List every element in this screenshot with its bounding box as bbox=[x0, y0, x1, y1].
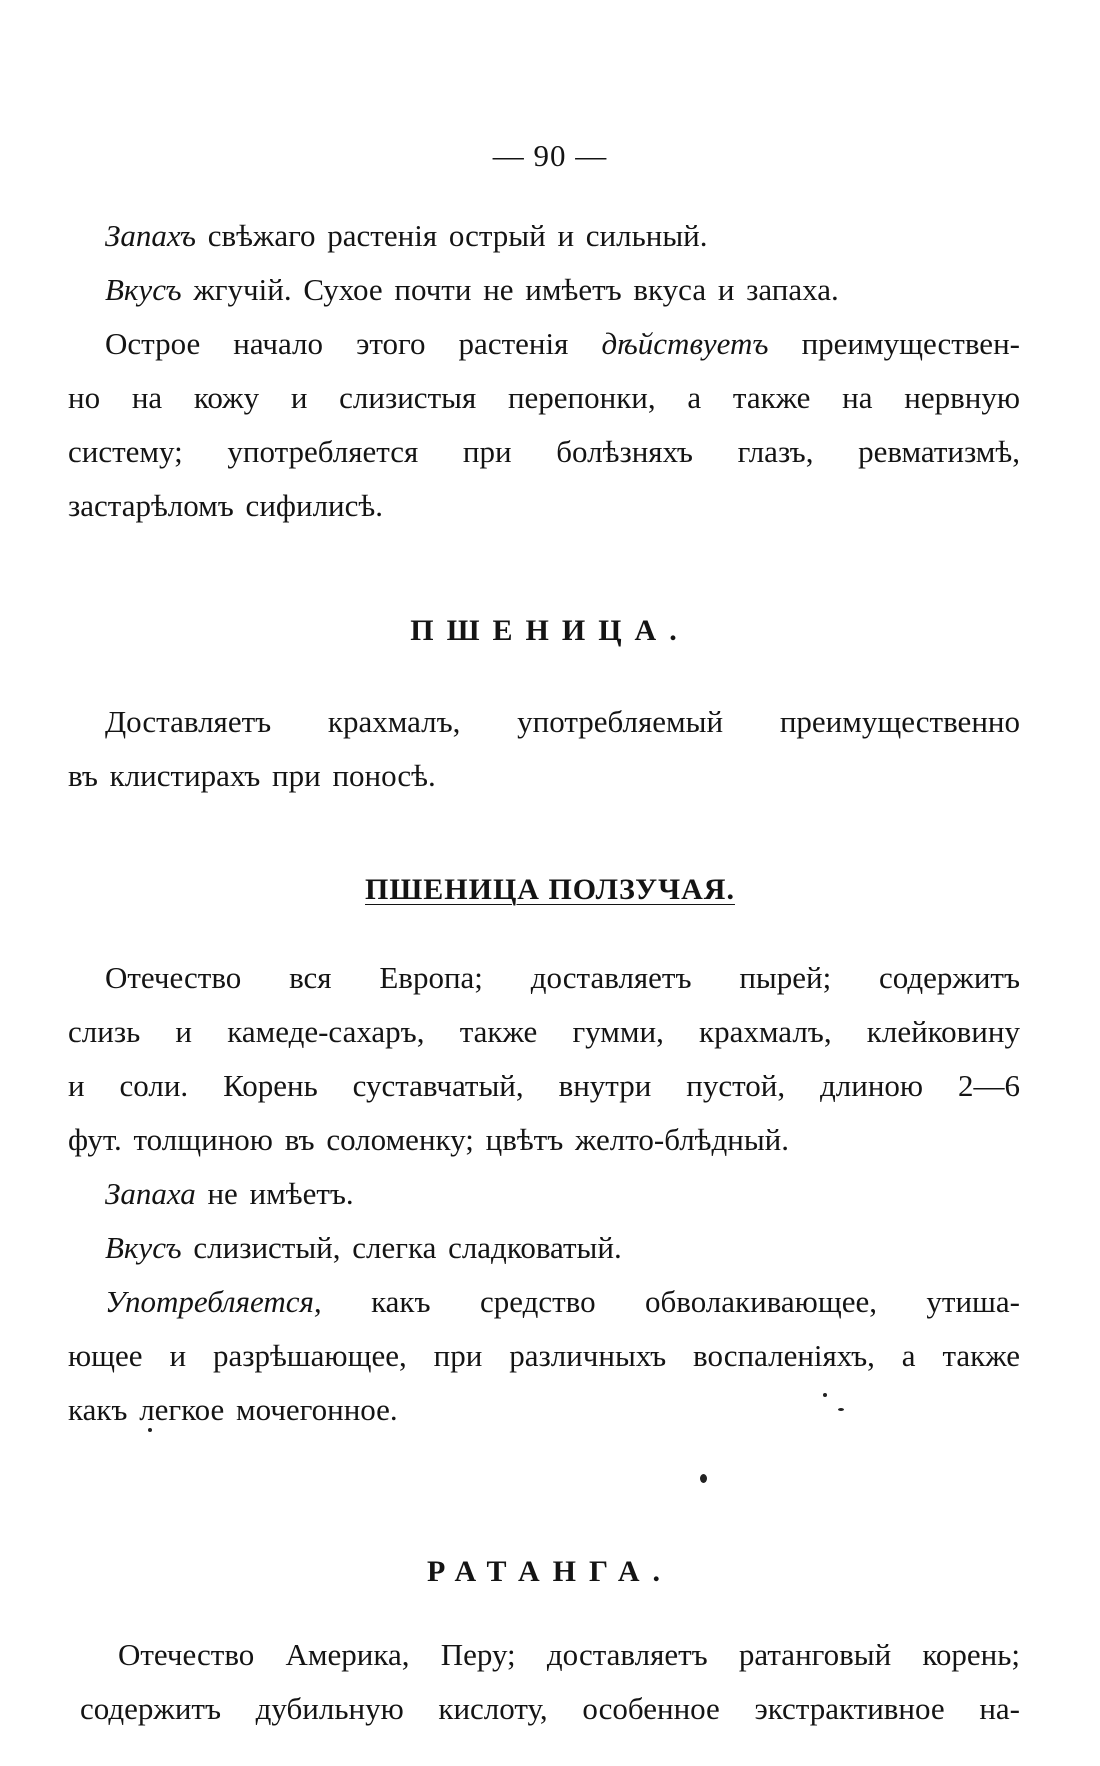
term-label: Запахъ bbox=[105, 218, 196, 253]
text-line: ющее и разрѣшающее, при различныхъ воспаленіяхъ, а также bbox=[68, 1338, 1020, 1373]
text-line: систему; употребляется при болѣзняхъ глазъ, ревматизмѣ, bbox=[68, 434, 1020, 469]
page-number: — 90 — bbox=[492, 138, 608, 173]
ink-speck bbox=[838, 1408, 844, 1411]
term-label: дѣйствуетъ bbox=[601, 326, 769, 361]
text-line: но на кожу и слизистыя перепонки, а также на нервную bbox=[68, 380, 1020, 415]
text-line: фут. толщиною въ соломенку; цвѣтъ желто-блѣдный. bbox=[68, 1122, 790, 1157]
text-line: Запахъ свѣжаго растенія острый и сильный. bbox=[105, 218, 708, 253]
term-label: Вкусъ bbox=[105, 1230, 182, 1265]
text-line: Употребляется, какъ средство обволакивающее, утиша- bbox=[105, 1284, 1020, 1319]
text-line: въ клистирахъ при поносѣ. bbox=[68, 758, 436, 793]
ink-speck bbox=[148, 1428, 152, 1432]
text-line: Отечество вся Европа; доставляетъ пырей; содержитъ bbox=[105, 960, 1020, 995]
text-line: Вкусъ слизистый, слегка сладковатый. bbox=[105, 1230, 622, 1265]
text-line: Запаха не имѣетъ. bbox=[105, 1176, 354, 1211]
ink-speck bbox=[700, 1474, 707, 1483]
text-line: застарѣломъ сифилисѣ. bbox=[68, 488, 383, 523]
ink-speck bbox=[823, 1393, 827, 1397]
term-label: Запаха bbox=[105, 1176, 196, 1211]
text-line: Отечество Америка, Перу; доставляетъ ратанговый корень; bbox=[118, 1637, 1020, 1672]
text-line: какъ легкое мочегонное. bbox=[68, 1392, 398, 1427]
term-label: Употребляется, bbox=[105, 1284, 322, 1319]
term-label: Вкусъ bbox=[105, 272, 182, 307]
text-line: и соли. Корень суставчатый, внутри пустой, длиною 2—6 bbox=[68, 1068, 1020, 1103]
section-heading: ПШЕНИЦА ПОЛЗУЧАЯ. bbox=[365, 873, 735, 906]
section-heading: РАТАНГА. bbox=[426, 1555, 674, 1588]
text-line: Острое начало этого растенія дѣйствуетъ преимуществен- bbox=[105, 326, 1020, 361]
section-heading: ПШЕНИЦА. bbox=[410, 614, 690, 647]
text-line: Доставляетъ крахмалъ, употребляемый преимущественно bbox=[105, 704, 1020, 739]
text-line: Вкусъ жгучій. Сухое почти не имѣетъ вкуса и запаха. bbox=[105, 272, 839, 307]
text-line: содержитъ дубильную кислоту, особенное экстрактивное на- bbox=[80, 1691, 1020, 1726]
text-line: слизь и камеде-сахаръ, также гумми, крахмалъ, клейковину bbox=[68, 1014, 1020, 1049]
